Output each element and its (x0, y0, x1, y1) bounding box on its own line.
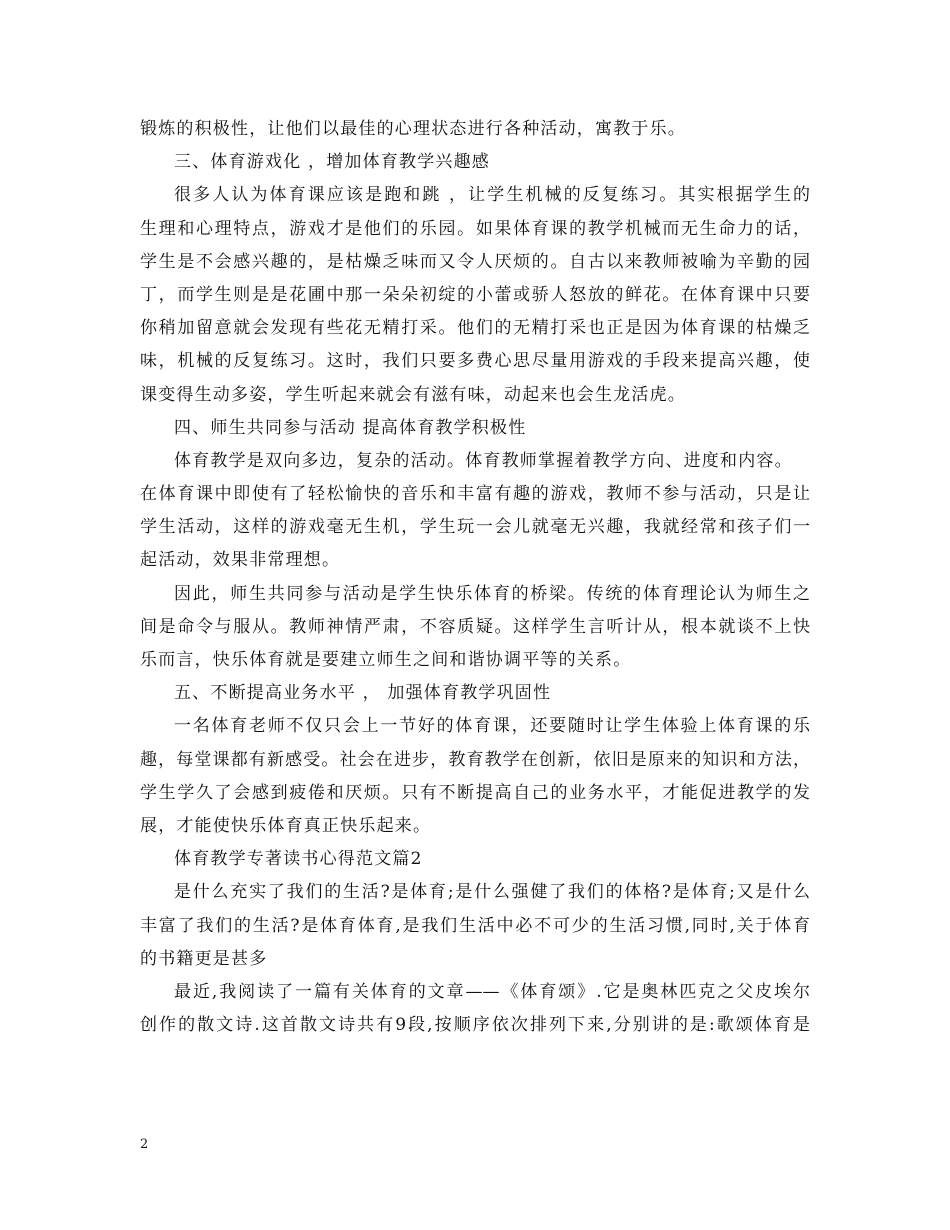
text-line: 学生学久了会感到疲倦和厌烦。只有不断提高自己的业务水平，才能促进教学的发 (140, 782, 810, 803)
text-line: 锻炼的积极性，让他们以最佳的心理状态进行各种活动，寓教于乐。 (140, 119, 686, 139)
text-line: 间是命令与服从。教师神情严肃，不容质疑。这样学生言听计从，根本就谈不上快 (140, 616, 810, 637)
text-line: 是什么充实了我们的生活?是体育;是什么强健了我们的体格?是体育;又是什么 (174, 882, 810, 903)
document-body (140, 113, 810, 1042)
text-line: 丰富了我们的生活?是体育体育,是我们生活中必不可少的生活习惯,同时,关于体育 (140, 915, 810, 936)
text-line: 学生是不会感兴趣的，是枯燥乏味而又令人厌烦的。自古以来教师被喻为辛勤的园 (140, 251, 810, 272)
text-line: 趣，每堂课都有新感受。社会在进步，教育教学在创新，依旧是原来的知识和方法， (140, 749, 810, 770)
text-line: 学生活动，这样的游戏毫无生机，学生玩一会儿就毫无兴趣，我就经常和孩子们一 (140, 517, 810, 538)
text-line: 一名体育老师不仅只会上一节好的体育课，还要随时让学生体验上体育课的乐 (174, 716, 810, 737)
text-line: 最近,我阅读了一篇有关体育的文章——《体育颂》.它是奥林匹克之父皮埃尔 (174, 981, 810, 1002)
text-line: 的书籍更是甚多 (140, 948, 268, 969)
text-line: 生理和心理特点，游戏才是他们的乐园。如果体育课的教学机械而无生命力的话， (140, 218, 810, 239)
page-number: 2 (140, 1137, 149, 1152)
text-line: 体育教学是双向多边，复杂的活动。体育教师掌握着教学方向、进度和内容。 (174, 450, 793, 471)
text-line: 很多人认为体育课应该是跑和跳 ，让学生机械的反复练习。其实根据学生的 (174, 185, 810, 206)
text-line: 课变得生动多姿，学生听起来就会有滋有味，动起来也会生龙活虎。 (140, 384, 686, 405)
text-line: 体育教学专著读书心得范文篇2 (174, 849, 423, 870)
text-line: 丁，而学生则是是花圃中那一朵朵初绽的小蕾或骄人怒放的鲜花。在体育课中只要 (140, 284, 810, 305)
text-line: 三、体育游戏化 ，增加体育教学兴趣感 (174, 152, 491, 173)
text-line: 因此，师生共同参与活动是学生快乐体育的桥梁。传统的体育理论认为师生之 (174, 583, 810, 604)
text-line: 四、师生共同参与活动 提高体育教学积极性 (174, 417, 527, 438)
text-line: 味，机械的反复练习。这时，我们只要多费心思尽量用游戏的手段来提高兴趣，使 (140, 351, 810, 372)
text-line: 五、不断提高业务水平 ， 加强体育教学巩固性 (174, 683, 552, 704)
text-line: 起活动，效果非常理想。 (140, 550, 341, 571)
text-line: 创作的散文诗.这首散文诗共有9段,按顺序依次排列下来,分别讲的是:歌颂体育是 (140, 1015, 810, 1036)
text-line: 展，才能使快乐体育真正快乐起来。 (140, 815, 432, 836)
text-line: 在体育课中即使有了轻松愉快的音乐和丰富有趣的游戏，教师不参与活动，只是让 (140, 484, 810, 505)
text-line: 你稍加留意就会发现有些花无精打采。他们的无精打采也正是因为体育课的枯燥乏 (140, 318, 810, 339)
text-line: 乐而言，快乐体育就是要建立师生之间和谐协调平等的关系。 (140, 650, 632, 670)
